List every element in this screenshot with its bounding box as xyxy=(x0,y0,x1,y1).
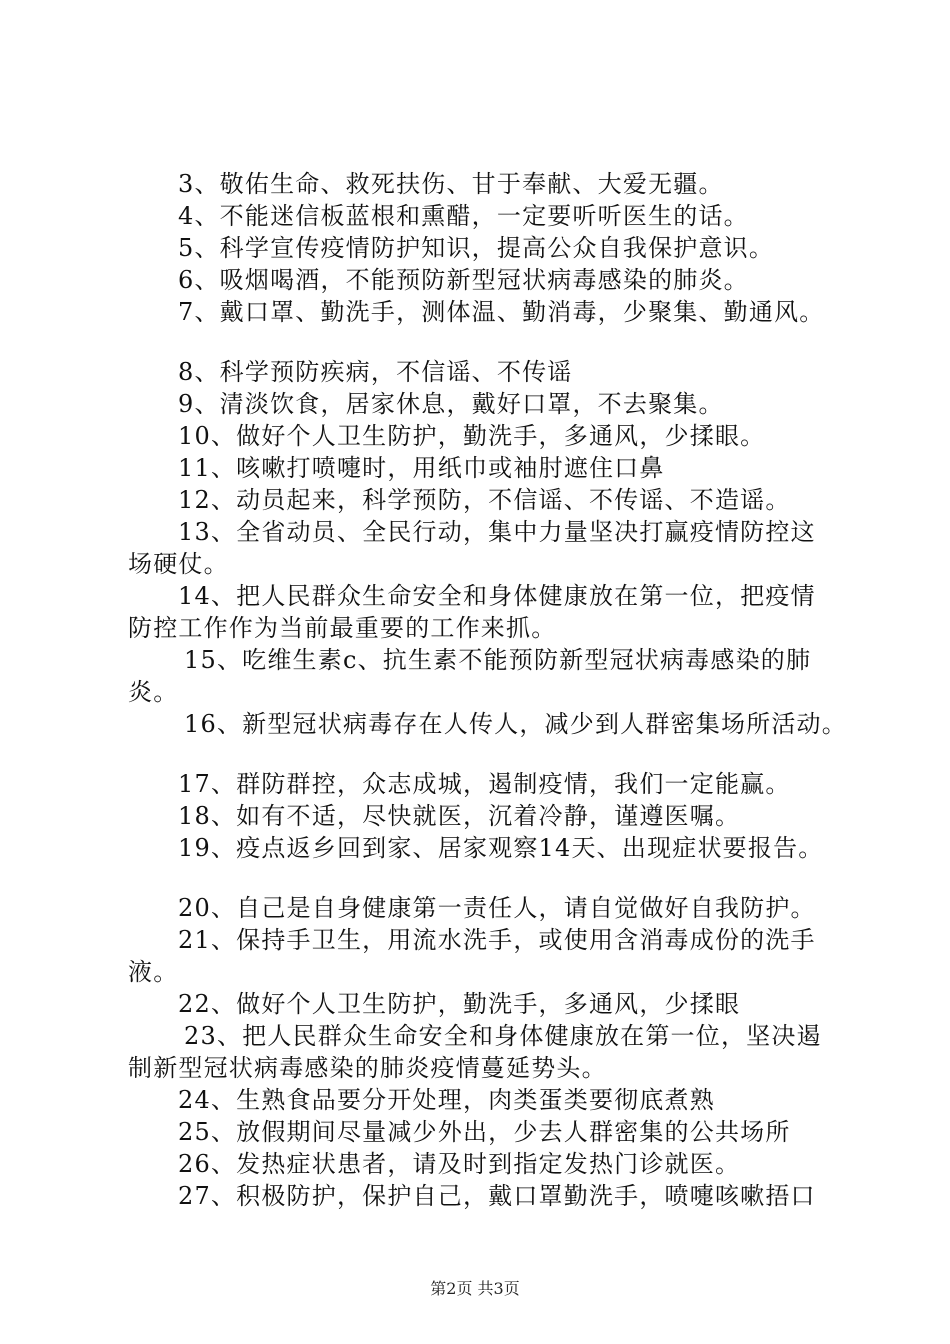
list-item: 7、戴口罩、勤洗手，测体温、勤消毒，少聚集、勤通风。 xyxy=(178,298,825,326)
list-item: 8、科学预防疾病，不信谣、不传谣 xyxy=(178,358,573,386)
list-item: 22、做好个人卫生防护，勤洗手，多通风，少揉眼 xyxy=(178,990,741,1018)
list-item: 17、群防群控，众志成城，遏制疫情，我们一定能赢。 xyxy=(178,770,791,798)
list-item: 16、新型冠状病毒存在人传人，减少到人群密集场所活动。 xyxy=(184,710,847,738)
list-item-continuation: 防控工作作为当前最重要的工作来抓。 xyxy=(128,614,557,642)
list-item: 19、疫点返乡回到家、居家观察14天、出现症状要报告。 xyxy=(178,834,824,862)
list-item: 18、如有不适，尽快就医，沉着冷静，谨遵医嘱。 xyxy=(178,802,741,830)
paragraph-gap xyxy=(128,328,833,356)
list-item: 27、积极防护，保护自己，戴口罩勤洗手，喷嚏咳嗽捂口 xyxy=(178,1182,816,1210)
list-item: 25、放假期间尽量减少外出，少去人群密集的公共场所 xyxy=(178,1118,791,1146)
list-item: 14、把人民群众生命安全和身体健康放在第一位，把疫情 xyxy=(178,582,816,610)
document-body xyxy=(128,168,847,1212)
list-item: 10、做好个人卫生防护，勤洗手，多通风，少揉眼。 xyxy=(178,422,766,450)
list-item-continuation: 炎。 xyxy=(128,678,179,706)
list-item: 12、动员起来，科学预防，不信谣、不传谣、不造谣。 xyxy=(178,486,791,514)
list-item: 24、生熟食品要分开处理，肉类蛋类要彻底煮熟 xyxy=(178,1086,715,1114)
paragraph-gap xyxy=(128,864,833,892)
list-item: 11、咳嗽打喷嚏时，用纸巾或袖肘遮住口鼻 xyxy=(178,454,665,482)
list-item: 5、科学宣传疫情防护知识，提高公众自我保护意识。 xyxy=(178,234,775,262)
list-item: 13、全省动员、全民行动，集中力量坚决打赢疫情防控这 xyxy=(178,518,816,546)
list-item: 15、吃维生素c、抗生素不能预防新型冠状病毒感染的肺 xyxy=(184,646,812,674)
page-footer: 第2页 共3页 xyxy=(430,1279,520,1298)
paragraph-gap xyxy=(128,740,833,768)
list-item-continuation: 场硬仗。 xyxy=(128,550,229,578)
list-item: 26、发热症状患者，请及时到指定发热门诊就医。 xyxy=(178,1150,741,1178)
list-item-continuation: 液。 xyxy=(128,958,179,986)
list-item: 3、敬佑生命、救死扶伤、甘于奉献、大爱无疆。 xyxy=(178,170,724,198)
list-item: 9、清淡饮食，居家休息，戴好口罩，不去聚集。 xyxy=(178,390,724,418)
list-item: 21、保持手卫生，用流水洗手，或使用含消毒成份的洗手 xyxy=(178,926,816,954)
list-item: 4、不能迷信板蓝根和熏醋，一定要听听医生的话。 xyxy=(178,202,749,230)
list-item-continuation: 制新型冠状病毒感染的肺炎疫情蔓延势头。 xyxy=(128,1054,607,1082)
list-item: 20、自己是自身健康第一责任人，请自觉做好自我防护。 xyxy=(178,894,816,922)
list-item: 23、把人民群众生命安全和身体健康放在第一位，坚决遏 xyxy=(184,1022,822,1050)
list-item: 6、吸烟喝酒，不能预防新型冠状病毒感染的肺炎。 xyxy=(178,266,749,294)
